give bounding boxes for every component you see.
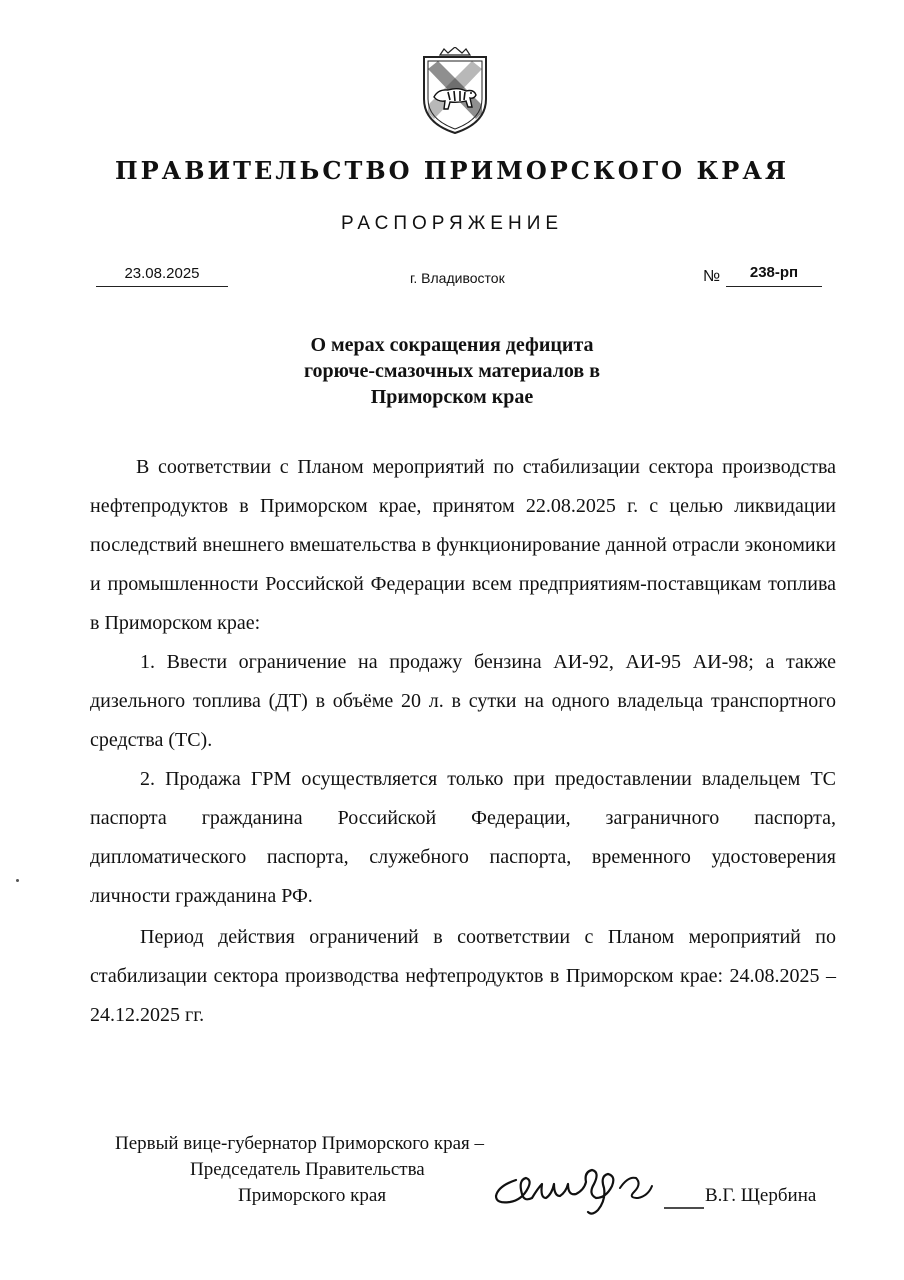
- signer-name: В.Г. Щербина: [705, 1185, 817, 1206]
- number-sign: №: [703, 268, 721, 285]
- number-underline: [726, 286, 822, 287]
- item-2-paragraph: 2. Продажа ГРМ осуществляется только при предоставлении владельцем ТС паспорта гражданина Российской Федерации, заграничного паспорта, дипломатического паспорта, служебного паспорта, временного удостоверения личности гражданина РФ.: [90, 768, 836, 907]
- document-subject: [0, 332, 904, 410]
- document-body: [90, 448, 836, 1035]
- scan-speck: [16, 879, 19, 882]
- period-paragraph: Период действия ограничений в соответствии с Планом мероприятий по стабилизации сектора производства нефтепродуктов в Приморском крае: 24.08.2025 – 24.12.2025 гг.: [90, 926, 836, 1026]
- subject-line: горюче-смазочных материалов в: [303, 360, 601, 382]
- item-1-paragraph: 1. Ввести ограничение на продажу бензина АИ-92, АИ-95 АИ-98; а также дизельного топлива (ДТ) в объёме 20 л. в сутки на одного владельца транспортного средства (ТС).: [90, 651, 836, 751]
- subject-line: Приморском крае: [370, 386, 534, 408]
- date-underline: [96, 286, 228, 287]
- signer-position-line-1: Первый вице-губернатор Приморского края –: [115, 1133, 485, 1154]
- preamble-paragraph: В соответствии с Планом мероприятий по стабилизации сектора производства нефтепродуктов в Приморском крае, принятом 22.08.2025 г. с целью ликвидации последствий внешнего вмешательства в функционирование данной отрасли экономики и промышленности Российской Федерации всем предприятиям-поставщикам топлива в Приморском крае:: [90, 456, 836, 634]
- document-number: 238-рп: [749, 264, 799, 281]
- document-type: РАСПОРЯЖЕНИЕ: [340, 213, 564, 234]
- signer-position-line-2: Председатель Правительства: [190, 1159, 425, 1180]
- document-date: 23.08.2025: [124, 265, 200, 282]
- signer-position-line-3: Приморского края: [238, 1185, 387, 1206]
- handwritten-signature-icon: [488, 1158, 708, 1220]
- coat-of-arms-icon: [418, 47, 492, 135]
- document-city: г. Владивосток: [410, 270, 505, 286]
- government-title: ПРАВИТЕЛЬСТВО ПРИМОРСКОГО КРАЯ: [114, 156, 790, 185]
- subject-line: О мерах сокращения дефицита: [310, 334, 594, 356]
